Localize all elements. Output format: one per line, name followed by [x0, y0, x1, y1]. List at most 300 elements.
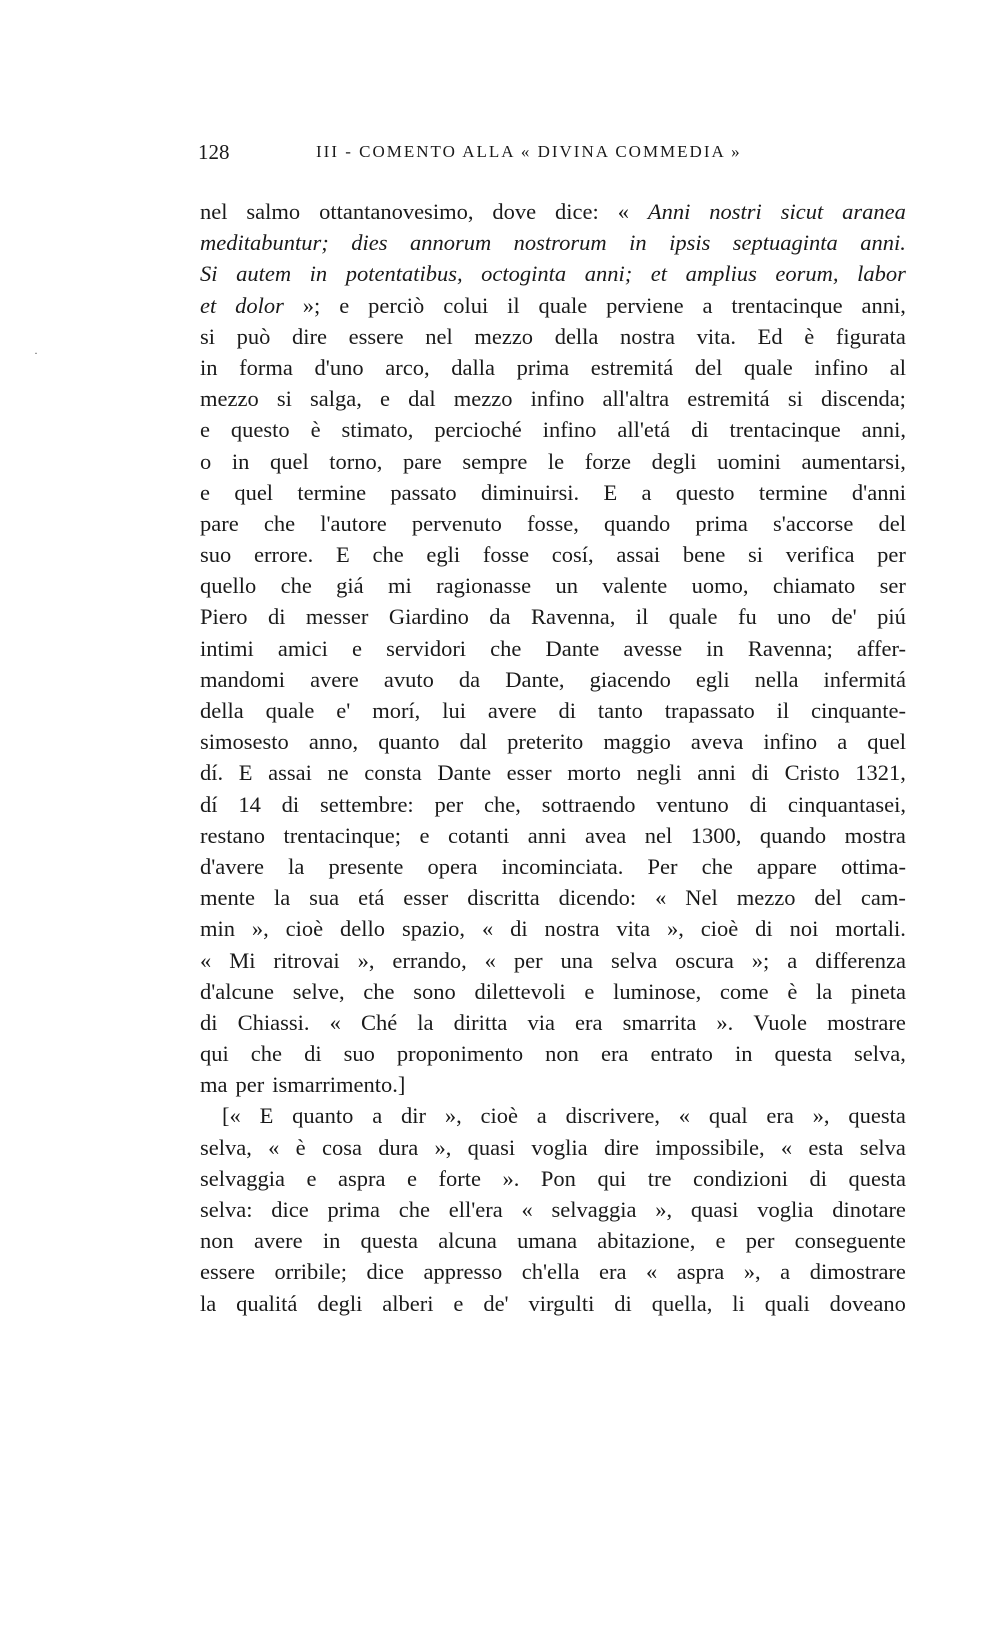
text-line [200, 1132, 906, 1163]
word: anni [527, 822, 567, 848]
word: appresso [423, 1259, 503, 1285]
word: fu [737, 604, 757, 630]
word: termine [297, 479, 367, 505]
word: alcuna [438, 1228, 497, 1254]
word: 14 [238, 791, 261, 817]
text-line [200, 664, 906, 695]
word: Pon [540, 1165, 576, 1191]
text-line [200, 1194, 906, 1225]
word: », [434, 1134, 452, 1160]
word: di [558, 698, 576, 723]
word: opera [427, 853, 478, 879]
text-line [200, 258, 906, 289]
word: quel [867, 729, 906, 755]
text-line [200, 913, 906, 944]
word: nel [200, 199, 228, 224]
word: termine [758, 479, 828, 505]
word: in [322, 1228, 341, 1254]
word: e [380, 386, 391, 412]
word: di [267, 604, 286, 630]
word: uno [777, 604, 811, 630]
word: dí. [200, 760, 224, 786]
word: voglia [531, 1134, 588, 1160]
word: avesse [623, 635, 683, 661]
body-text [200, 196, 906, 1319]
word: diritta [453, 1009, 508, 1035]
text-line [200, 570, 906, 601]
word: si [748, 542, 764, 568]
word: incominciata. [501, 853, 624, 879]
word: di [614, 1290, 632, 1316]
word: della [554, 323, 599, 349]
word: quali [764, 1290, 810, 1316]
text-line [200, 1163, 906, 1194]
scan-speck: · [34, 346, 38, 360]
word: il [507, 292, 520, 318]
word: d'uno [314, 354, 364, 380]
word: ». [716, 1009, 734, 1035]
word: nostra [620, 323, 676, 349]
word: un [555, 573, 578, 599]
word: Ed [757, 323, 783, 349]
word: è [787, 978, 798, 1004]
word: « [617, 199, 629, 224]
word: ottantanovesimo, [319, 199, 474, 224]
word: dalla [451, 354, 495, 380]
word: », [357, 947, 375, 973]
word: questa [360, 1228, 419, 1254]
text-line [200, 477, 906, 508]
word: che [250, 1041, 283, 1067]
word: pare [403, 448, 442, 474]
word: virgulti [528, 1290, 595, 1316]
word: dire [603, 1134, 639, 1160]
word: infino [530, 386, 585, 412]
word: vita [616, 916, 651, 942]
word: dies [351, 230, 388, 256]
word: per [434, 791, 464, 817]
word: errando, [392, 947, 467, 973]
word: mezzo [453, 386, 513, 412]
page-number: 128 [198, 140, 230, 164]
word: e [200, 417, 210, 443]
word: suo [200, 542, 232, 568]
word: che [398, 1197, 430, 1222]
word: abitazione, [597, 1228, 696, 1254]
word: », [743, 1259, 761, 1285]
word: dello [340, 916, 386, 942]
text-line [200, 945, 906, 976]
word: in [734, 1041, 753, 1067]
word: a [780, 1259, 791, 1285]
word: selvaggia [200, 1165, 285, 1191]
word: verifica [785, 542, 855, 568]
word: aveva [690, 729, 744, 755]
word: », [251, 916, 269, 942]
word: della [200, 698, 244, 723]
word: quale [668, 604, 718, 630]
word: settembre: [319, 791, 414, 817]
word: che [490, 635, 522, 661]
word: pare [200, 510, 239, 536]
word: una [560, 947, 594, 973]
word: dice: [555, 199, 599, 224]
word: infermitá [823, 666, 906, 692]
word: restano [200, 822, 265, 848]
word: qualitá [236, 1290, 298, 1316]
word: mezzo [736, 885, 796, 911]
word: anni. [860, 230, 906, 256]
word: passato [390, 479, 457, 505]
word: quale [265, 698, 315, 723]
word: « [780, 1134, 793, 1160]
word: quasi [690, 1197, 739, 1222]
word: dal [459, 729, 488, 755]
word: torno, [329, 448, 383, 474]
word: era [600, 1041, 629, 1067]
word: e [306, 1165, 317, 1191]
word: messer [305, 604, 369, 630]
word: quel [234, 479, 274, 505]
text-line [200, 290, 906, 321]
word: in [309, 261, 328, 287]
word: selva, [854, 1041, 906, 1067]
word: sempre [462, 448, 528, 474]
word: li [732, 1290, 745, 1316]
word: sono [413, 978, 456, 1004]
word: E [259, 1103, 274, 1129]
word: di [751, 760, 770, 786]
word: orribile; [274, 1259, 347, 1285]
word: assai [268, 760, 312, 786]
word: ell'era [448, 1197, 503, 1222]
word: a [536, 1103, 547, 1129]
word: avea [585, 822, 627, 848]
text-line [200, 820, 906, 851]
word: cosa [321, 1134, 362, 1160]
word: discenda; [820, 386, 906, 412]
page-header [198, 140, 908, 174]
word: essere [348, 323, 404, 349]
word: quando [759, 822, 827, 848]
word: selva [859, 1134, 906, 1160]
word: differenza [815, 947, 906, 973]
word: amici [277, 635, 328, 661]
word: Vuole [753, 1009, 808, 1035]
word: prima [327, 1197, 380, 1222]
word: ismarrimento.] [272, 1072, 406, 1098]
word: fosse [482, 542, 530, 568]
word: l'autore [320, 510, 387, 536]
word: maggio [603, 729, 671, 755]
word: anni, [861, 417, 906, 443]
word: di [200, 1009, 218, 1035]
word: servidori [386, 635, 467, 661]
word: spazio, [401, 916, 466, 942]
word: era [575, 1009, 603, 1035]
word: aspra [338, 1165, 386, 1191]
word: suo [343, 1041, 375, 1067]
word: tanto [597, 698, 643, 723]
word: diminuirsi. [480, 479, 580, 505]
word: infino [542, 417, 597, 443]
word: assai [616, 542, 661, 568]
word: presente [328, 853, 404, 879]
word: nella [754, 666, 799, 692]
word: cioè [285, 916, 324, 942]
word: s'accorse [773, 510, 854, 536]
word: trapassato [664, 698, 755, 723]
word: il [776, 698, 790, 723]
word: dolor [235, 292, 284, 318]
word: e [351, 635, 362, 661]
text-line [200, 633, 906, 664]
word: questo [675, 479, 735, 505]
word: è [310, 417, 321, 443]
text-line [200, 1069, 906, 1100]
word: Si [200, 261, 218, 287]
word: a [641, 479, 652, 505]
word: annorum [409, 230, 492, 256]
text-line [200, 1007, 906, 1038]
word: infino [814, 354, 869, 380]
word: ch'ella [521, 1259, 580, 1285]
word: e [453, 1290, 464, 1316]
word: forze [584, 448, 631, 474]
word: mezzo [200, 386, 259, 412]
word: et [200, 292, 217, 318]
word: perviene [606, 292, 684, 318]
word: octoginta [481, 261, 567, 287]
word: infino [763, 729, 818, 755]
word: trentacinque; [283, 822, 401, 848]
word: uomini [717, 448, 781, 474]
text-line [200, 976, 906, 1007]
word: avere [310, 666, 359, 692]
word: lui [442, 698, 466, 723]
word: quando [604, 510, 671, 536]
word: discritta [467, 885, 540, 911]
word: conseguente [794, 1228, 906, 1254]
word: la [288, 853, 305, 879]
word: è [804, 323, 815, 349]
word: la [417, 1009, 434, 1035]
word: questa [848, 1165, 906, 1191]
word: amplius [685, 261, 757, 287]
word: egli [426, 542, 461, 568]
word: cotanti [447, 822, 510, 848]
word: sua [309, 885, 340, 911]
word: si [200, 323, 216, 349]
word: autem [236, 261, 292, 287]
text-line [200, 383, 906, 414]
word: che [263, 510, 296, 536]
word: Dante [437, 760, 492, 786]
word: avere [487, 698, 537, 723]
word: di [755, 916, 773, 942]
word: esta [808, 1134, 844, 1160]
word: oscura [675, 947, 734, 973]
word: la [816, 978, 833, 1004]
word: a [702, 292, 713, 318]
word: di [510, 916, 528, 942]
word: in [706, 635, 724, 661]
word: « [655, 885, 667, 911]
word: », [655, 1197, 673, 1222]
word: avuto [383, 666, 434, 692]
word: il [635, 604, 649, 630]
word: non [545, 1041, 579, 1067]
text-line [200, 695, 906, 726]
word: », [667, 916, 684, 942]
word: d'avere [200, 853, 265, 879]
word: quella, [651, 1290, 713, 1316]
word: quale [743, 354, 793, 380]
word: percioché [434, 417, 522, 443]
word: etá [358, 885, 385, 911]
text-line [200, 726, 906, 757]
word: ne [327, 760, 349, 786]
text-line [200, 601, 906, 632]
word: », [444, 1103, 462, 1129]
word: dura [378, 1134, 419, 1160]
word: forma [239, 354, 293, 380]
word: come [719, 978, 769, 1004]
word: esser [403, 885, 449, 911]
word: del [694, 354, 723, 380]
word: anno, [308, 729, 359, 755]
word: e [200, 479, 210, 505]
word: da [458, 666, 481, 692]
word: prima [516, 354, 570, 380]
text-line [200, 508, 906, 539]
word: quasi [467, 1134, 516, 1160]
word: che [363, 978, 395, 1004]
word: che [280, 573, 312, 599]
word: trentacinque [729, 417, 841, 443]
word: può [236, 323, 271, 349]
word: « [268, 1134, 280, 1160]
word: cinquantasei, [787, 791, 906, 817]
text-line [200, 851, 906, 882]
word: dinotare [832, 1197, 906, 1222]
word: d'anni [851, 479, 906, 505]
word: giá [336, 573, 364, 599]
word: nostra [544, 916, 600, 942]
word: ma [200, 1072, 228, 1098]
word: colui [443, 292, 489, 318]
word: del [814, 885, 842, 911]
word: Chiassi. [237, 1009, 310, 1035]
word: per [877, 542, 906, 568]
word: salmo [246, 199, 301, 224]
word: E [603, 479, 618, 505]
word: e' [336, 698, 351, 723]
word: Giardino [388, 604, 469, 630]
word: a [837, 729, 848, 755]
word: al [889, 354, 906, 380]
word: all'altra [602, 386, 670, 412]
word: nostri [709, 199, 762, 224]
word: selva: [200, 1197, 253, 1222]
word: selva [610, 947, 658, 973]
word: « [646, 1259, 658, 1285]
word: luminose, [613, 978, 702, 1004]
text-line [200, 1288, 906, 1319]
text-line [200, 196, 906, 227]
word: estremitá [590, 354, 674, 380]
word: che [372, 542, 404, 568]
word: dal [408, 386, 436, 412]
word: essere [200, 1259, 255, 1285]
word: Ché [360, 1009, 398, 1035]
word: dilettevoli [474, 978, 566, 1004]
word: stimato, [341, 417, 414, 443]
word: cioè [480, 1103, 518, 1129]
word: valente [602, 573, 668, 599]
word: di [304, 1041, 322, 1067]
word: impossibile, [655, 1134, 765, 1160]
word: all'etá [617, 417, 671, 443]
word: uomo, [691, 573, 749, 599]
word: ». [502, 1165, 520, 1191]
word: aranea [842, 199, 906, 224]
word: « [481, 916, 494, 942]
word: »; [302, 292, 321, 318]
word: qual [708, 1103, 748, 1129]
word: dice [271, 1197, 309, 1222]
word: trentacinque [731, 292, 843, 318]
word: dimostrare [809, 1259, 906, 1285]
word: giacendo [589, 666, 671, 692]
word: ser [879, 573, 906, 599]
word: cam- [860, 885, 906, 911]
word: era [599, 1259, 627, 1285]
word: voglia [757, 1197, 814, 1222]
word: figurata [835, 323, 906, 349]
word: si [276, 386, 292, 412]
word: « [678, 1103, 691, 1129]
word: doveano [829, 1290, 906, 1316]
word: qui [200, 1041, 229, 1067]
word: mostrare [827, 1009, 906, 1035]
word: mezzo [474, 323, 534, 349]
word: estremitá [687, 386, 770, 412]
word: esser [506, 760, 552, 786]
word: di [691, 417, 709, 443]
word: anni; [584, 261, 633, 287]
word: fosse, [527, 510, 579, 536]
word: questa [848, 1103, 906, 1129]
word: avere [253, 1228, 303, 1254]
word: in [629, 230, 647, 256]
word: quale [538, 292, 588, 318]
word: egli [695, 666, 730, 692]
word: di [281, 791, 300, 817]
word: de' [831, 604, 857, 630]
word: Ravenna, [531, 604, 616, 630]
word: vita. [696, 323, 737, 349]
word: di [809, 1165, 827, 1191]
word: questo [230, 417, 290, 443]
word: aumentarsi, [801, 448, 906, 474]
word: [« [222, 1103, 241, 1129]
word: et [650, 261, 668, 287]
word: mostra [844, 822, 906, 848]
word: Nel [685, 885, 718, 911]
word: e [715, 1228, 726, 1254]
word: quello [200, 573, 257, 599]
